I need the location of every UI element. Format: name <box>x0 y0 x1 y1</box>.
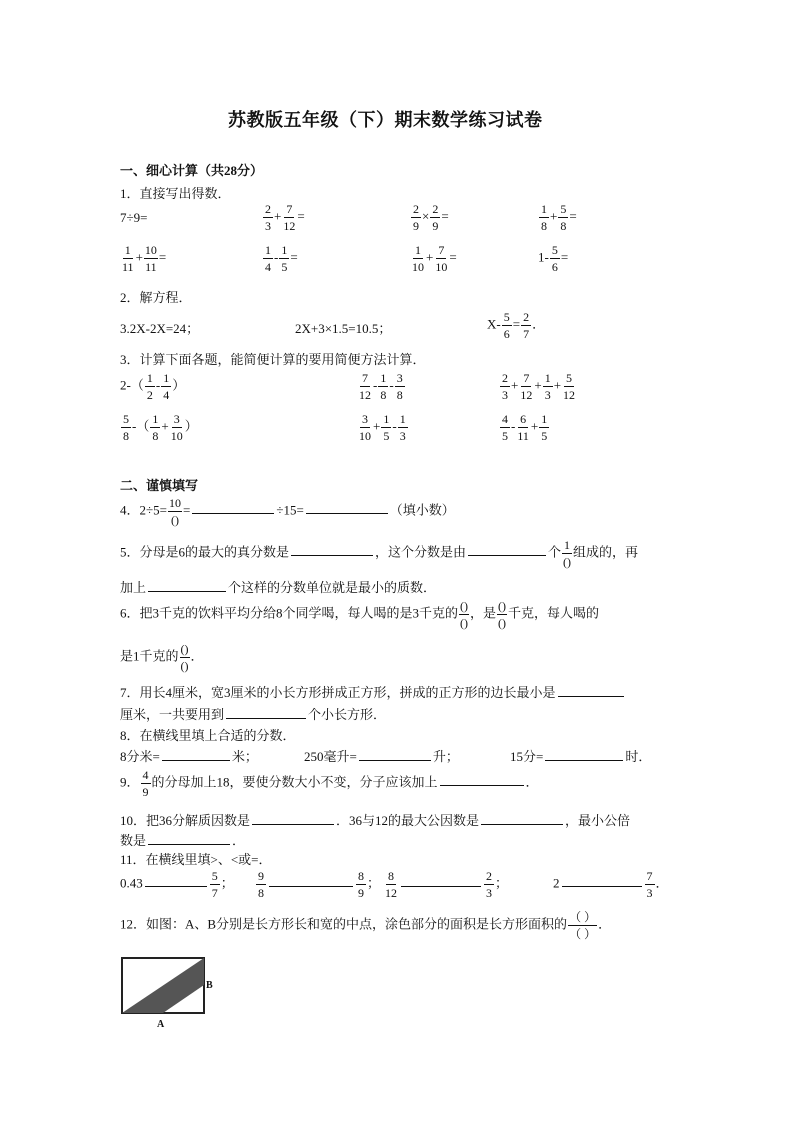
q4-blank-2[interactable] <box>306 501 388 514</box>
q11-d: 2 $\frac{7}{3}$ ． <box>553 869 669 900</box>
section-2-heading: 二、谨慎填写 <box>120 478 199 493</box>
q8-blank-3[interactable] <box>545 748 623 761</box>
q5-line2: 加上 个这样的分数单位就是最小的质数． <box>120 580 437 595</box>
q6-line1: 6．把3千克的饮料平均分给8个同学喝，每人喝的是3千克的 () () ，是 () () 千克，每人喝的 <box>120 599 600 630</box>
label-b: B <box>206 980 213 991</box>
q9: 9． $\frac{4}{9}$ 的分母加上18，要使分数大小不变，分子应该加上 ． <box>120 768 539 799</box>
q5-blank-3[interactable] <box>148 579 226 592</box>
label-a: A <box>157 1019 165 1030</box>
q1-r2-b: $\frac{1}{4}$ - $\frac{1}{5}$ = <box>265 243 298 274</box>
q4-blank-1[interactable] <box>192 501 274 514</box>
q1-r1-a: 7÷9= <box>120 210 148 225</box>
q10-line2: 数是 ． <box>120 833 246 848</box>
q11-blank-2[interactable] <box>269 874 353 887</box>
q1-r1-d: $\frac{1}{8}$ + $\frac{5}{8}$ = <box>541 202 577 233</box>
q10-blank-2[interactable] <box>481 812 563 825</box>
q3-b: $\frac{7}{12}$ - $\frac{1}{8}$ - $\frac{3}{8}$ <box>359 371 403 402</box>
q11-b: $\frac{9}{8}$ $\frac{8}{9}$ ； <box>258 869 381 900</box>
q7-blank-1[interactable] <box>558 684 624 697</box>
q10-line1: 10．把36分解质因数是 ．36与12的最大公因数是 ，最小公倍 <box>120 813 631 828</box>
q1-r2-c: $\frac{1}{10}$ + $\frac{7}{10}$ = <box>412 243 457 274</box>
q5-blank-1[interactable] <box>291 543 373 556</box>
q3-d: $\frac{5}{8}$ -（ $\frac{1}{8}$ + $\frac{3}{10}$ ） <box>123 412 198 443</box>
q1-r1-b: $\frac{2}{3}$ + $\frac{7}{12}$ = <box>265 202 305 233</box>
q10-blank-3[interactable] <box>148 832 230 845</box>
q11-c: $\frac{8}{12}$ $\frac{2}{3}$ ； <box>385 869 509 900</box>
q11-a: 0.43 $\frac{5}{7}$ ； <box>120 869 234 900</box>
q12: 12．如图：A、B分别是长方形长和宽的中点，涂色部分的面积是长方形面积的 （ ） （ ） ． <box>120 910 612 941</box>
q3-f: $\frac{4}{5}$ - $\frac{6}{11}$ + $\frac{1}{5}$ <box>502 412 548 443</box>
q8-blank-2[interactable] <box>359 748 431 761</box>
q7-blank-2[interactable] <box>226 706 306 719</box>
q1-r1-c: $\frac{2}{9}$ × $\frac{2}{9}$ = <box>413 202 449 233</box>
q8-blank-1[interactable] <box>162 748 230 761</box>
q7-line1: 7．用长4厘米，宽3厘米的小长方形拼成正方形，拼成的正方形的边长最小是 <box>120 682 626 701</box>
q9-blank[interactable] <box>440 773 524 786</box>
q1-r2-a: $\frac{1}{11}$ + $\frac{10}{11}$ = <box>122 243 167 274</box>
q11-blank-1[interactable] <box>145 874 207 887</box>
rectangle-figure <box>118 952 218 1032</box>
q7-line2: 厘米，一共要用到 个小长方形． <box>120 707 387 722</box>
q11-blank-4[interactable] <box>562 874 642 887</box>
q11-blank-3[interactable] <box>401 874 481 887</box>
q5-blank-2[interactable] <box>468 543 546 556</box>
q10-blank-1[interactable] <box>252 812 334 825</box>
q4: 4．2÷5= 10 () = ÷15= （填小数） <box>120 496 455 527</box>
q3-c: $\frac{2}{3}$ + $\frac{7}{12}$ + $\frac{1}{3}$ + $\frac{5}{12}$ <box>502 371 576 402</box>
q8-b: 250毫升= 升； <box>304 749 459 764</box>
q3-e: $\frac{3}{10}$ + $\frac{1}{5}$ - $\frac{1}{3}$ <box>359 412 406 443</box>
q5-line1: 5．分母是6的最大的真分数是 ，这个分数是由 个 1 () 组成的，再 <box>120 538 639 569</box>
q8-a: 8分米= 米； <box>120 749 258 764</box>
q2-eq2: 2X+3×1.5=10.5； <box>295 321 392 336</box>
q8-c: 15分= 时． <box>510 749 652 764</box>
q8-label: 8．在横线里填上合适的分数． <box>120 728 296 743</box>
q6-line2: 是1千克的 () () ． <box>120 642 204 673</box>
q2-label: 2．解方程． <box>120 290 192 305</box>
q1-label: 1．直接写出得数． <box>120 186 231 201</box>
q2-eq3: X- $\frac{5}{6}$ = $\frac{2}{7}$ ． <box>487 310 546 341</box>
q3-a: 2-（ $\frac{1}{2}$ - $\frac{1}{4}$ ） <box>120 371 186 402</box>
page-title: 苏教版五年级（下）期末数学练习试卷 <box>228 110 543 130</box>
q11-label: 11．在横线里填>、<或=． <box>120 852 272 867</box>
q3-label: 3．计算下面各题，能简便计算的要用简便方法计算． <box>120 352 426 367</box>
section-1-heading: 一、细心计算（共28分） <box>120 163 264 178</box>
q2-eq1: 3.2X-2X=24； <box>120 321 200 336</box>
q1-r2-d: 1- $\frac{5}{6}$ = <box>538 243 569 274</box>
